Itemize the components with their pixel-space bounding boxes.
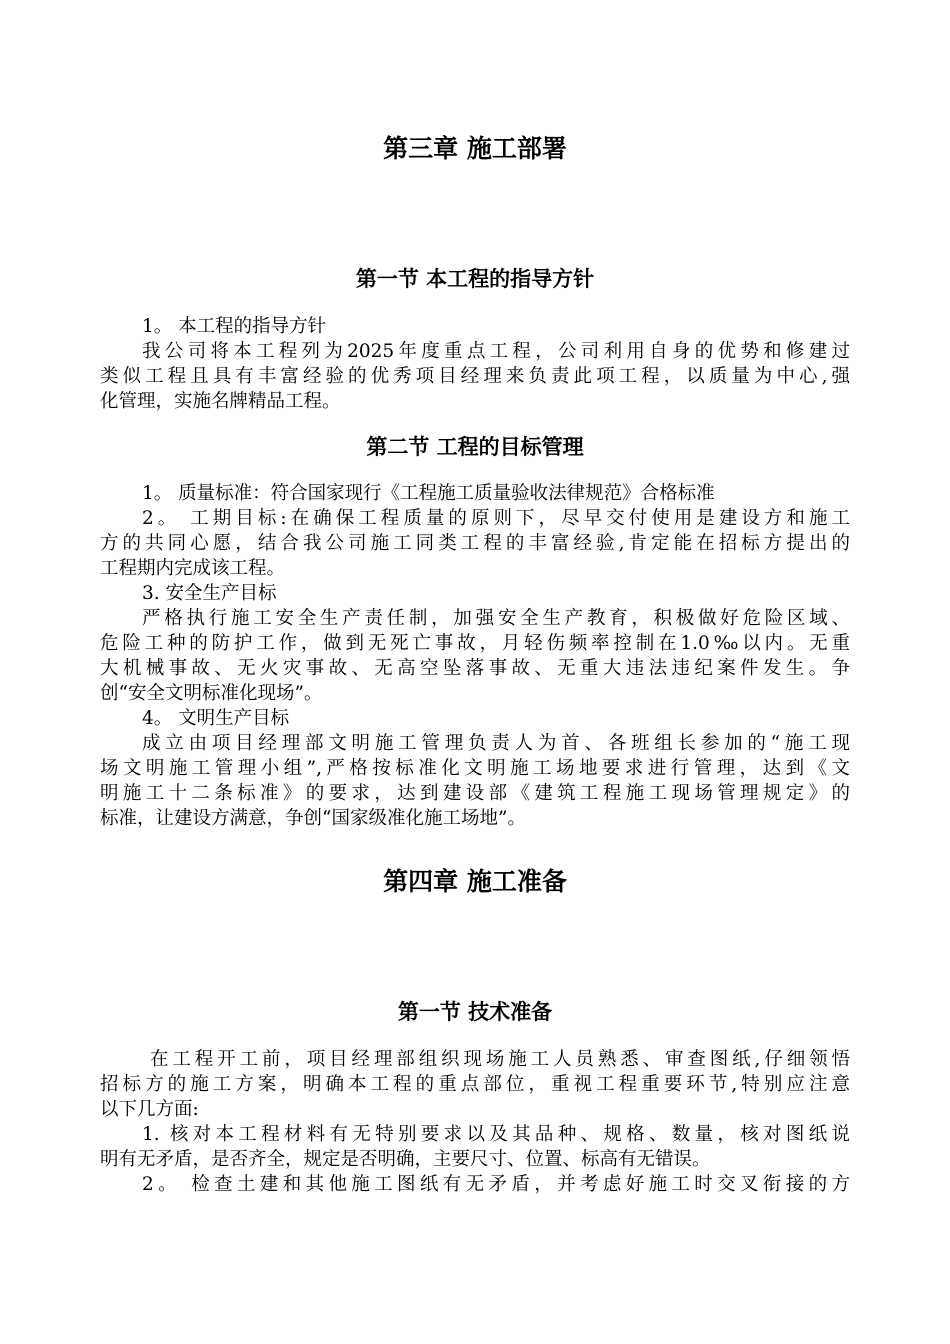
paragraph-line: 1。 本工程的指导方针 xyxy=(142,316,327,337)
paragraph-line: 3. 安全生产目标 xyxy=(142,583,277,604)
chapter-3-title: 第三章 施工部署 xyxy=(383,134,567,163)
paragraph-line: 成立由项目经理部文明施工管理负责人为首、各班组长参加的“施工现 xyxy=(142,733,850,754)
chapter-4-title: 第四章 施工准备 xyxy=(383,867,567,896)
paragraph-line: 标准，让建设方满意，争创“国家级准化施工场地”。 xyxy=(100,808,526,829)
paragraph-line: 以下几方面: xyxy=(100,1099,199,1120)
paragraph-line: 创“安全文明标准化现场”。 xyxy=(100,683,323,704)
chapter-4-section-1-title: 第一节 技术准备 xyxy=(397,1000,553,1024)
paragraph-line: 场文明施工管理小组”,严格按标准化文明施工场地要求进行管理，达到《文 xyxy=(100,758,850,779)
paragraph-line: 明施工十二条标准》的要求，达到建设部《建筑工程施工现场管理规定》的 xyxy=(100,783,850,804)
chapter-3-section-1-title: 第一节 本工程的指导方针 xyxy=(355,267,595,291)
paragraph-line: 严格执行施工安全生产责任制，加强安全生产教育，积极做好危险区域、 xyxy=(142,608,850,629)
paragraph-line: 2。 工期目标:在确保工程质量的原则下，尽早交付使用是建设方和施工 xyxy=(142,508,850,529)
paragraph-line: 危险工种的防护工作，做到无死亡事故，月轻伤频率控制在1.0‰以内。无重 xyxy=(100,633,850,654)
paragraph-line: 化管理，实施名牌精品工程。 xyxy=(100,391,341,412)
chapter-3-section-2-title: 第二节 工程的目标管理 xyxy=(366,435,584,459)
paragraph-line: 我公司将本工程列为2025年度重点工程，公司利用自身的优势和修建过 xyxy=(142,341,850,362)
paragraph-line: 类似工程且具有丰富经验的优秀项目经理来负责此项工程，以质量为中心,强 xyxy=(100,366,850,387)
paragraph-line: 2。 检查土建和其他施工图纸有无矛盾，并考虑好施工时交叉衔接的方 xyxy=(142,1174,850,1195)
paragraph-line: 大机械事故、无火灾事故、无高空坠落事故、无重大违法违纪案件发生。争 xyxy=(100,658,850,679)
paragraph-line: 明有无矛盾，是否齐全，规定是否明确，主要尺寸、位置、标高有无错误。 xyxy=(100,1149,711,1170)
paragraph-line: 工程期内完成该工程。 xyxy=(100,558,286,579)
paragraph-line: 在工程开工前，项目经理部组织现场施工人员熟悉、审查图纸,仔细领悟 xyxy=(150,1049,850,1070)
paragraph-line: 方的共同心愿，结合我公司施工同类工程的丰富经验,肯定能在招标方提出的 xyxy=(100,533,850,554)
paragraph-line: 招标方的施工方案，明确本工程的重点部位，重视工程重要环节,特别应注意 xyxy=(100,1074,850,1095)
paragraph-line: 4。 文明生产目标 xyxy=(142,708,290,729)
paragraph-line: 1. 核对本工程材料有无特别要求以及其品种、规格、数量，核对图纸说 xyxy=(142,1124,850,1145)
paragraph-line: 1。 质量标准：符合国家现行《工程施工质量验收法律规范》合格标准 xyxy=(142,483,715,504)
